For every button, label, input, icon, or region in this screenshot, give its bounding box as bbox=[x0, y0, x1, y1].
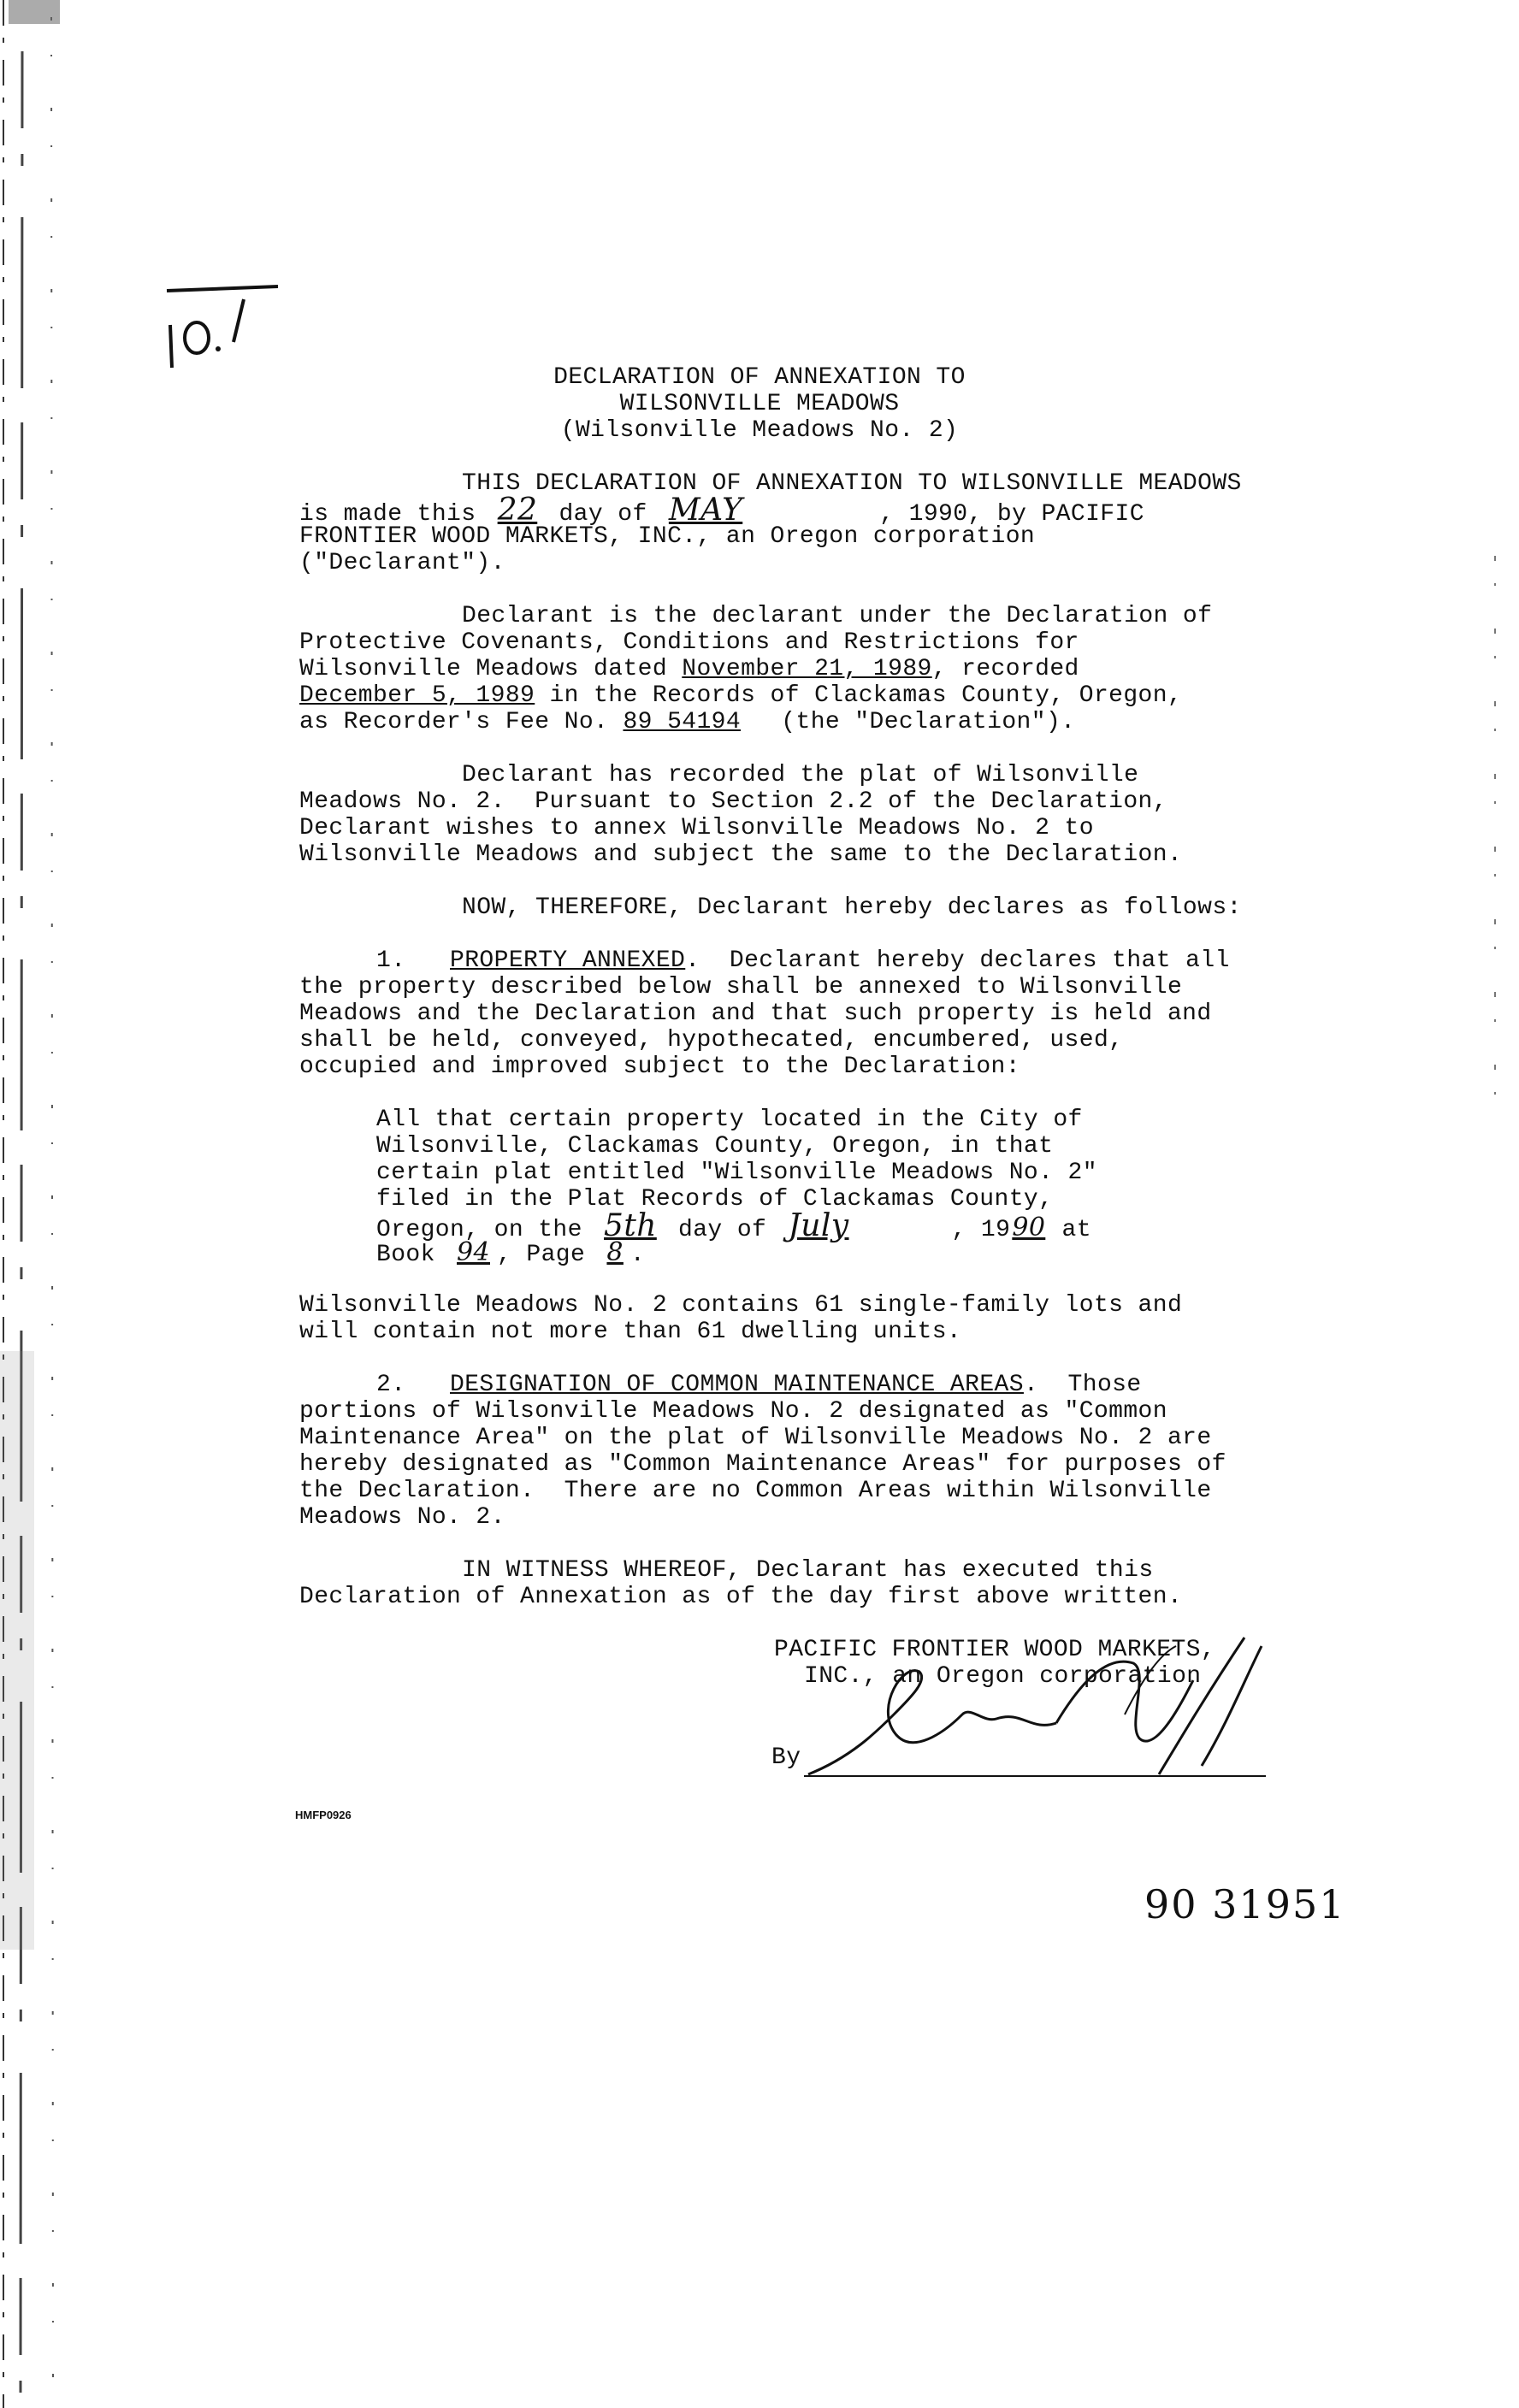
property-line-6 bbox=[376, 1239, 645, 1268]
signature-company-line-2: INC., an Oregon corporation bbox=[804, 1663, 1202, 1690]
text-fragment: Wilsonville Meadows dated bbox=[299, 656, 668, 682]
para1-line-1: Declarant is the declarant under the Declaration of bbox=[462, 603, 1213, 629]
witness-line-2: Declaration of Annexation as of the day first above written. bbox=[299, 1584, 1183, 1610]
section-number: 1. bbox=[376, 947, 406, 974]
text-fragment: , Page bbox=[497, 1242, 586, 1268]
section1-line-5: occupied and improved subject to the Declaration: bbox=[299, 1054, 1020, 1080]
section1-line-3: Meadows and the Declaration and that such property is held and bbox=[299, 1000, 1212, 1027]
para2-line-1: Declarant has recorded the plat of Wilsonville bbox=[462, 762, 1139, 788]
text-fragment: Oregon, on the bbox=[376, 1217, 582, 1243]
handwritten-margin-note bbox=[150, 239, 304, 376]
intro-line-1: THIS DECLARATION OF ANNEXATION TO WILSONVILLE MEADOWS bbox=[462, 470, 1242, 497]
document-id: HMFP0926 bbox=[295, 1809, 352, 1821]
property-line-3: certain plat entitled "Wilsonville Meadows No. 2" bbox=[376, 1160, 1097, 1186]
document-title-line-3: (Wilsonville Meadows No. 2) bbox=[560, 417, 959, 444]
section2-heading: DESIGNATION OF COMMON MAINTENANCE AREAS bbox=[450, 1372, 1024, 1398]
recording-number: 90 31951 bbox=[1144, 1881, 1346, 1927]
handwritten-day: 22 bbox=[497, 493, 538, 528]
handwritten-signature bbox=[800, 1629, 1279, 1791]
intro-line-4: ("Declarant"). bbox=[299, 550, 505, 576]
section1-line-2: the property described below shall be annexed to Wilsonville bbox=[299, 974, 1183, 1000]
lots-line-2: will contain not more than 61 dwelling units. bbox=[299, 1319, 962, 1345]
handwritten-filed-month: July bbox=[788, 1208, 849, 1243]
text-fragment: , recorded bbox=[931, 656, 1079, 682]
recorded-date: December 5, 1989 bbox=[299, 682, 535, 709]
text-fragment: day of bbox=[678, 1217, 767, 1243]
section-number: 2. bbox=[376, 1372, 406, 1398]
para2-line-2: Meadows No. 2. Pursuant to Section 2.2 of the Declaration, bbox=[299, 788, 1167, 815]
section2-line-1 bbox=[376, 1372, 1142, 1398]
section1-line-1 bbox=[376, 947, 1230, 974]
text-fragment: . bbox=[629, 1242, 646, 1268]
handwritten-book: 94 bbox=[457, 1237, 490, 1267]
text-fragment: , 19 bbox=[951, 1217, 1011, 1243]
para1-line-3 bbox=[299, 656, 1079, 682]
handwritten-page: 8 bbox=[606, 1237, 624, 1267]
now-therefore: NOW, THEREFORE, Declarant hereby declares as follows: bbox=[462, 894, 1242, 921]
scan-edge-artifact bbox=[0, 0, 68, 2408]
section2-line-2: portions of Wilsonville Meadows No. 2 designated as "Common bbox=[299, 1398, 1167, 1425]
signature-by-label: By bbox=[771, 1744, 801, 1771]
text-fragment: is made this bbox=[299, 501, 476, 528]
property-line-2: Wilsonville, Clackamas County, Oregon, in that bbox=[376, 1133, 1054, 1160]
section2-line-5: the Declaration. There are no Common Areas within Wilsonville bbox=[299, 1478, 1212, 1504]
document-title-line-1: DECLARATION OF ANNEXATION TO bbox=[553, 364, 966, 391]
para1-line-2: Protective Covenants, Conditions and Restrictions for bbox=[299, 629, 1079, 656]
handwritten-month: MAY bbox=[668, 493, 743, 528]
text-fragment: . Those bbox=[1023, 1372, 1142, 1398]
text-fragment: (the "Declaration"). bbox=[781, 709, 1076, 735]
property-line-4: filed in the Plat Records of Clackamas County, bbox=[376, 1186, 1054, 1213]
text-fragment: day of bbox=[559, 501, 647, 528]
para2-line-3: Declarant wishes to annex Wilsonville Meadows No. 2 to bbox=[299, 815, 1094, 841]
section2-line-3: Maintenance Area" on the plat of Wilsonville Meadows No. 2 are bbox=[299, 1425, 1212, 1451]
lots-line-1: Wilsonville Meadows No. 2 contains 61 single-family lots and bbox=[299, 1292, 1183, 1319]
section1-heading: PROPERTY ANNEXED bbox=[450, 947, 686, 974]
recorder-fee-number: 89 54194 bbox=[623, 709, 742, 735]
property-line-1: All that certain property located in the City of bbox=[376, 1107, 1083, 1133]
handwritten-filed-year: 90 bbox=[1012, 1213, 1046, 1242]
section1-line-4: shall be held, conveyed, hypothecated, encumbered, used, bbox=[299, 1027, 1124, 1054]
para2-line-4: Wilsonville Meadows and subject the same to the Declaration. bbox=[299, 841, 1183, 868]
document-title-line-2: WILSONVILLE MEADOWS bbox=[619, 391, 900, 417]
scan-edge-artifact bbox=[1485, 0, 1519, 2408]
text-fragment: , 1990, by PACIFIC bbox=[879, 501, 1144, 528]
para1-line-4 bbox=[299, 682, 1182, 709]
para1-line-5 bbox=[299, 709, 1075, 735]
handwritten-filed-day: 5th bbox=[604, 1208, 657, 1243]
section2-line-4: hereby designated as "Common Maintenance Areas" for purposes of bbox=[299, 1451, 1226, 1478]
text-fragment: as Recorder's Fee No. bbox=[299, 709, 609, 735]
intro-line-3: FRONTIER WOOD MARKETS, INC., an Oregon corporation bbox=[299, 523, 1036, 550]
declaration-date: November 21, 1989 bbox=[682, 656, 932, 682]
text-fragment: at bbox=[1061, 1217, 1091, 1243]
section2-line-6: Meadows No. 2. bbox=[299, 1504, 505, 1531]
signature-company-line-1: PACIFIC FRONTIER WOOD MARKETS, bbox=[774, 1637, 1216, 1663]
text-fragment: . Declarant hereby declares that all bbox=[685, 947, 1230, 974]
text-fragment: Book bbox=[376, 1242, 435, 1268]
text-fragment: in the Records of Clackamas County, Oregon, bbox=[549, 682, 1183, 709]
witness-line-1: IN WITNESS WHEREOF, Declarant has executed this bbox=[462, 1557, 1154, 1584]
